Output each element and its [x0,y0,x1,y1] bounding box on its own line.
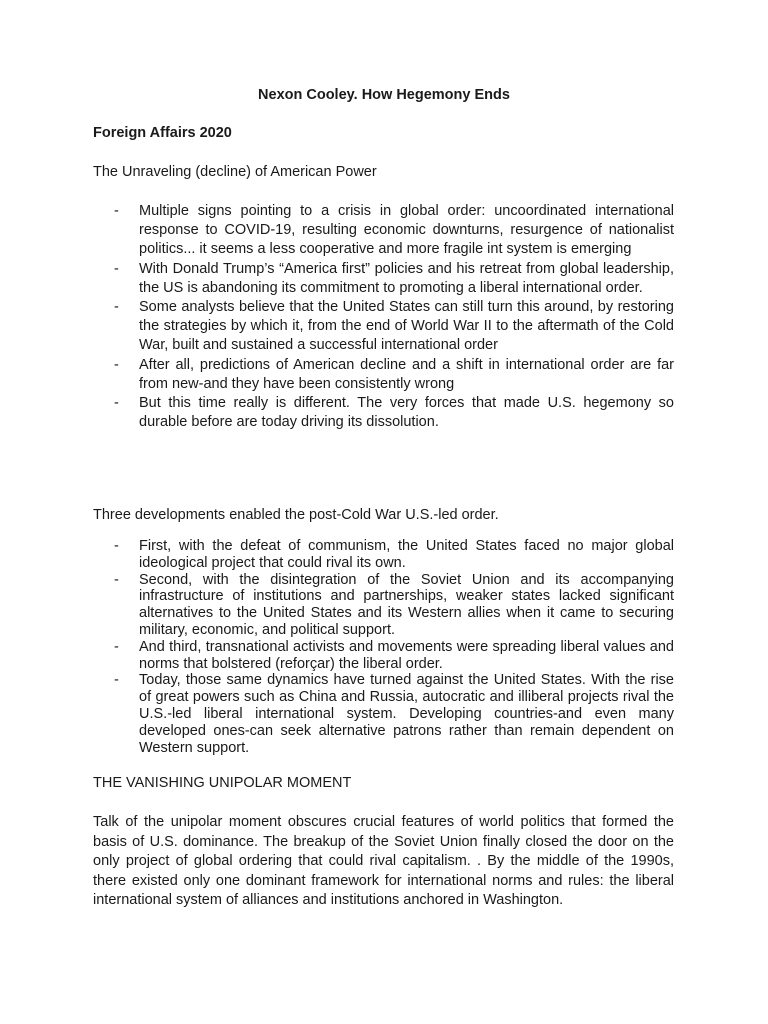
list-item [93,572,674,639]
bullet-dash: - [114,638,119,655]
section-heading-unipolar: THE VANISHING UNIPOLAR MOMENT [93,775,352,791]
list-item-text: Some analysts believe that the United States can still turn this around, by restoring the strategies by which it, from the end of World War II to the aftermath of the Cold War, built and sustained a successful international order [139,299,674,354]
list-item-text: And third, transnational activists and movements were spreading liberal values and norms that bolstered (reforçar) the liberal order. [139,638,674,672]
bullet-list-developments [93,538,674,756]
list-item [93,394,674,432]
list-item [93,639,674,673]
list-item [93,298,674,356]
bullet-dash: - [114,260,119,277]
bullet-list-unraveling [93,202,674,432]
bullet-dash: - [114,571,119,588]
list-item-text: After all, predictions of American decline and a shift in international order are far from new-and they have been consistently wrong [139,356,674,392]
list-item-text: Today, those same dynamics have turned against the United States. With the rise of great powers such as China and Russia, autocratic and illiberal projects rival the U.S.-led liberal international system. Developing countries-and even many developed ones-can seek alternative patrons rather than remain dependent on Western support. [139,672,674,756]
bullet-dash: - [114,538,119,554]
list-item-text: But this time really is different. The very forces that made U.S. hegemony so durable before are today driving its dissolution. [139,395,674,431]
bullet-dash: - [114,395,119,412]
list-item-text: First, with the defeat of communism, the United States faced no major global ideological project that could rival its own. [139,538,674,571]
list-item [93,672,674,756]
list-item [93,260,674,298]
list-item-text: With Donald Trump’s “America first” policies and his retreat from global leadership, the US is abandoning its commitment to promoting a liberal international order. [139,260,674,296]
bullet-dash: - [114,203,119,219]
section-heading-three-developments: Three developments enabled the post-Cold War U.S.-led order. [93,507,499,523]
section-heading-unraveling: The Unraveling (decline) of American Power [93,164,377,180]
bullet-dash: - [114,299,119,316]
body-paragraph: Talk of the unipolar moment obscures crucial features of world politics that formed the basis of U.S. dominance. The breakup of the Soviet Union finally closed the door on the only project of global ordering that could rival capitalism. . By the middle of the 1990s, there existed only one dominant framework for international norms and rules: the liberal international system of alliances and institutions anchored in Washington. [93,814,674,909]
list-item [93,202,674,260]
document-title: Nexon Cooley. How Hegemony Ends [258,87,510,103]
list-item [93,356,674,394]
bullet-dash: - [114,672,119,689]
document-subtitle: Foreign Affairs 2020 [93,125,232,141]
list-item-text: Multiple signs pointing to a crisis in global order: uncoordinated international response to COVID-19, resulting economic downturns, resurgence of nationalist politics... it seems a less cooperative and more fragile int system is emerging [139,203,674,258]
list-item [93,538,674,572]
bullet-dash: - [114,356,119,373]
list-item-text: Second, with the disintegration of the Soviet Union and its accompanying infrastructure of institutions and partnerships, weaker states lacked significant alternatives to the United States and its Western allies when it came to securing military, economic, and political support. [139,571,674,638]
